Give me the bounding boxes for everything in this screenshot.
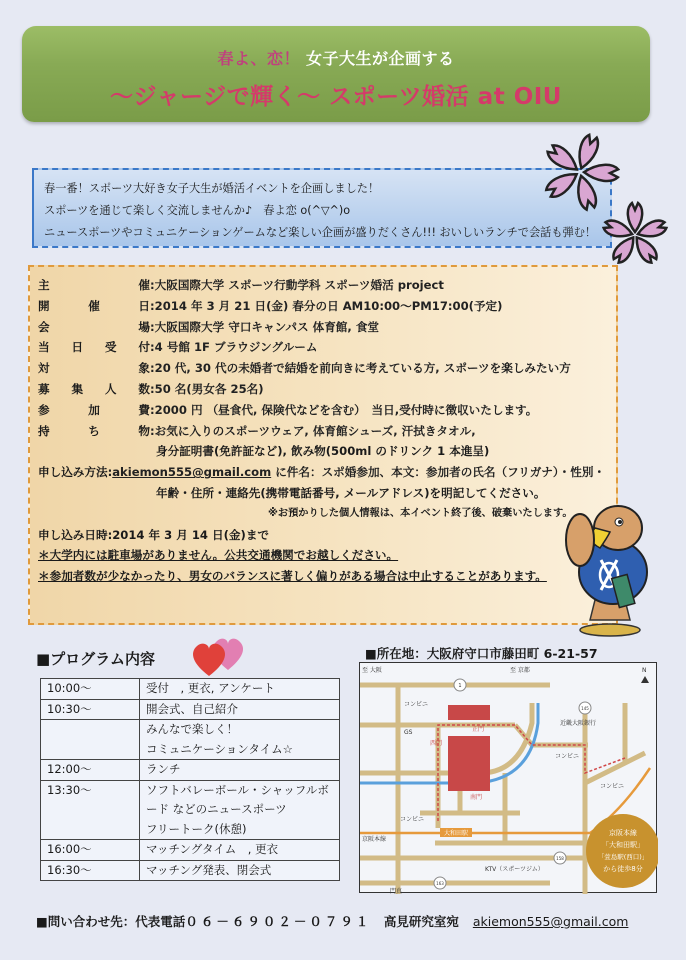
title-main: ～ジャージで輝く～ スポーツ婚活 at OIU [110,84,562,110]
info-value: :20 代, 30 代の未婚者で結婚を前向きに考えている方, スポーツを楽しみたい方 [150,361,571,376]
info-label: 募集人数 [38,381,150,396]
title-spring-love: 春よ、恋！ [217,49,300,68]
info-label: 持ち物 [38,423,150,438]
contact-office: 高見研究室宛 [371,914,459,929]
map-title: ■所在地：大阪府守口市藤田町 6-21-57 [365,646,598,661]
notice-parking: ＊大学内には駐車場がありません。公共交通機関でお越しください。 [38,548,399,563]
sakura-flower-icon [600,200,670,270]
map-route1: 1 [458,683,462,689]
info-reception [38,337,608,358]
info-value: :4 号館 1F ブラウジングルーム [150,340,318,355]
contact-footer [36,912,628,930]
privacy-note: ※お預かりした個人情報は、本イベント終了後、破棄いたします。 [268,507,573,519]
info-fee [38,400,608,421]
map-konbini: コンビニ [600,783,625,790]
info-label: 開催日 [38,298,150,313]
info-value: :大阪国際大学 守口キャンパス 体育館, 食堂 [150,319,380,334]
title-organized-by: 女子大生が企画する [306,49,455,68]
info-items [38,421,608,442]
info-label: 参加費 [38,402,150,417]
program-activity [140,760,340,781]
info-value: :2014 年 3 月 21 日(金) 春分の日 AM10:00～PM17:00(予定) [150,298,503,313]
info-apply [38,462,608,483]
map-konbini: コンビニ [555,753,580,760]
info-value-wrapper: :akiemon555@gmail.com に件名：スポ婚参加、本文：参加者の氏名（フリガナ）・性別・ [107,465,606,480]
activity-line: みんなで楽しく！ [146,722,238,736]
program-time: 10:30～ [41,699,140,720]
program-time: 16:00～ [41,840,140,861]
map-route163: 163 [436,881,444,886]
info-apply-continued: 年齢・住所・連絡先(携帯電話番号, メールアドレス)を明記してください。 [156,485,546,500]
activity-line: ード などのニュースポーツ [146,802,287,816]
title-subtitle [22,46,650,69]
program-time: 12:00～ [41,760,140,781]
activity-line: 開会式、自己紹介 [146,701,238,716]
program-activity [140,699,340,720]
program-activity [140,860,340,881]
info-value: :大阪国際大学 スポーツ行動学科 スポーツ婚活 project [150,278,444,292]
map-access-line3: 「萱島駅(西口)」 [597,853,649,861]
map-bank: 近畿大阪銀行 [560,720,597,727]
table-row [41,860,340,881]
intro-line: スポーツを通じて楽しく交流しませんか♪ 春よ恋 o(^▽^)o [44,204,351,217]
program-activity [140,720,340,760]
info-value: :お気に入りのスポーツウェア, 体育館シューズ, 汗拭きタオル, [150,423,476,438]
access-map [359,662,657,893]
info-capacity [38,379,608,400]
info-target [38,358,608,379]
intro-line: ニュースポーツやコミュニケーションゲームなど楽しい企画が盛りだくさん!!! おいしいランチで会話も弾む！ [44,226,597,239]
map-access-line2: 「大和田駅」 [602,841,644,849]
info-label: 会場 [38,319,150,334]
program-activity [140,840,340,861]
contact-phone[interactable]: ０６－６９０２－０７９１ [185,914,372,929]
eagle-mascot-icon [555,480,665,640]
map-north: N [642,667,647,674]
activity-line: ランチ [146,762,181,776]
notice-cancellation: ＊参加者数が少なかったり、男女のバランスに著しく偏りがある場合は中止することがあります。 [38,569,547,584]
info-label: 対象 [38,361,150,376]
program-time: 13:30～ [41,780,140,840]
table-row [41,840,340,861]
map-route158: 158 [556,856,564,861]
program-time: 10:00～ [41,679,140,700]
activity-line: マッチング発表、閉会式 [146,862,272,877]
info-deadline: 申し込み日時:2014 年 3 月 14 日(金)まで [38,527,270,542]
intro-box [32,168,612,248]
program-time: 16:30～ [41,860,140,881]
program-activity [140,780,340,840]
info-label: 当日受付 [38,340,150,355]
info-value: に件名：スポ婚参加、本文：参加者の氏名（フリガナ）・性別・ [271,465,606,480]
activity-line: マッチングタイム , 更衣 [146,842,279,856]
map-south-gate: 南門 [470,794,483,801]
table-row [41,679,340,700]
map-west-gate: 西門 [430,740,443,747]
map-ktv: KTV（スポーツジム） [485,866,544,873]
map-kadoma: 門真 [390,888,403,894]
hearts-icon [183,628,253,678]
program-table [40,678,340,881]
map-konbini: コンビニ [400,816,425,823]
intro-line: 春一番！スポーツ大好き女子大生が婚活イベントを企画しました！ [44,182,380,195]
apply-email-link[interactable]: akiemon555@gmail.com [112,465,272,480]
info-label: 申し込み方法 [38,465,108,480]
activity-line: 受付 , 更衣, アンケート [146,681,275,695]
table-row [41,720,340,760]
map-station-owada: 大和田駅 [443,830,469,837]
info-value: :50 名(男女各 25名) [150,381,264,396]
map-gs: GS [404,729,413,736]
contact-label: ■問い合わせ先：代表電話 [36,914,186,929]
map-access-line1: 京阪本線 [609,829,637,837]
table-row [41,760,340,781]
map-graphic [360,663,658,894]
map-access-line4: から徒歩8分 [603,865,643,873]
map-to-kyoto: 至 京都 [510,667,530,674]
program-activity [140,679,340,700]
activity-line: ソフトバレーボール・シャッフルボ [146,782,329,797]
program-title: ■プログラム内容 [36,650,156,668]
activity-line: コミュニケーションタイム☆ [146,741,293,756]
event-info-box [28,265,618,625]
program-time [41,720,140,760]
info-value: :2000 円 （昼食代, 保険代などを含む） 当日,受付時に徴収いたします。 [150,402,538,417]
map-main-gate: 正門 [472,726,485,733]
title-banner [22,26,650,122]
contact-email-link[interactable]: akiemon555@gmail.com [472,914,629,929]
info-venue [38,317,608,338]
info-organizer [38,275,608,296]
table-row [41,780,340,840]
info-date [38,296,608,317]
info-label: 主催 [38,278,150,292]
table-row [41,699,340,720]
map-konbini: コンビニ [404,701,429,708]
info-items-continued: 身分証明書(免許証など), 飲み物(500ml のドリンク 1 本進呈) [156,444,490,459]
map-to-osaka: 至 大阪 [362,667,382,674]
map-keihan-line: 京阪本線 [362,836,387,843]
activity-line: フリートーク(休憩) [146,821,247,836]
map-route145: 145 [581,706,589,711]
